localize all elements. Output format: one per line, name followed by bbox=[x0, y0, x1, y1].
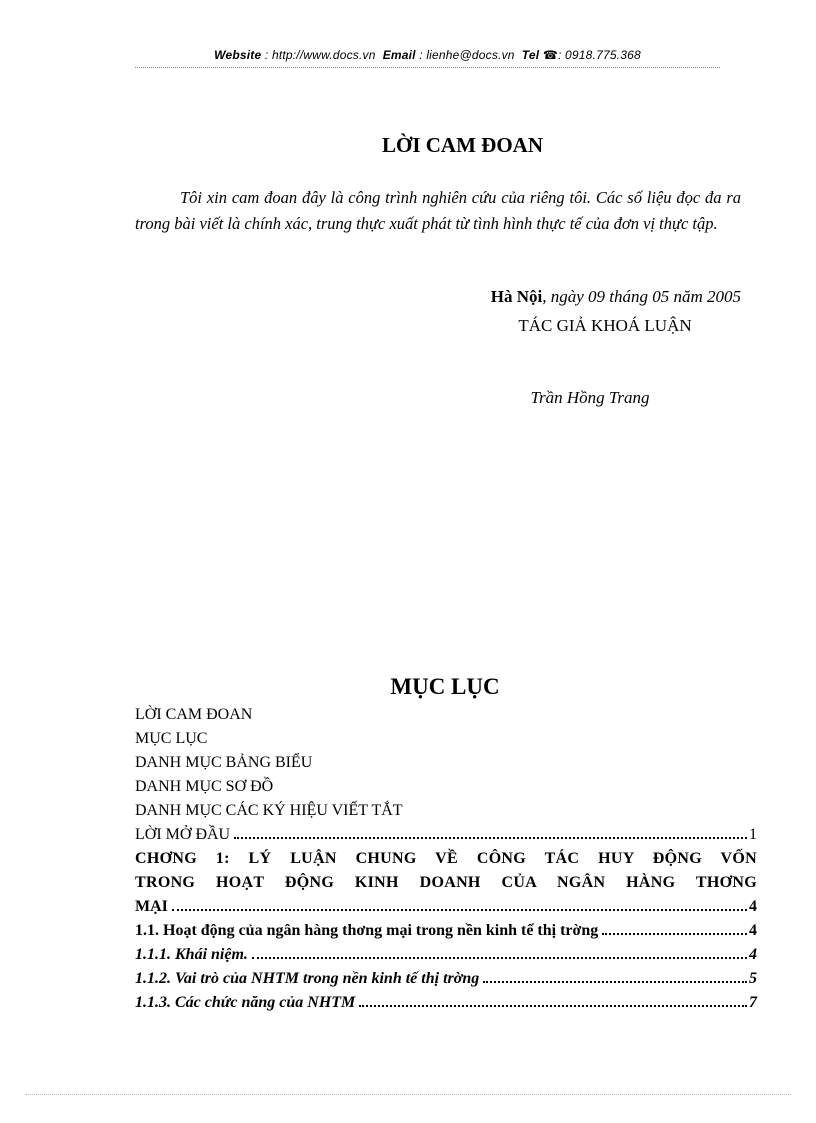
phone-icon: ☎ bbox=[542, 48, 558, 62]
table-of-contents bbox=[135, 703, 757, 1015]
chapter-line-1: CHƠNG 1: LÝ LUẬN CHUNG VỀ CÔNG TÁC HUY ĐỘNG VỐN bbox=[135, 850, 757, 867]
toc-entry-label: LỜI MỞ ĐẦU bbox=[135, 826, 231, 843]
leader-dots bbox=[602, 932, 747, 935]
commitment-title: LỜI CAM ĐOAN bbox=[382, 133, 543, 157]
toc-item: DANH MỤC SƠ ĐỒ bbox=[135, 778, 274, 795]
chapter-heading-line bbox=[135, 871, 757, 895]
leader-dots bbox=[483, 980, 747, 983]
place: Hà Nội bbox=[490, 287, 543, 306]
commitment-body: Tôi xin cam đoan đây là công trình nghiên cứu của riêng tôi. Các số liệu đọc đa ra trong bài viết là chính xác, trung thực xuất phát từ tình hình thực tế của đơn vị thực tập. bbox=[135, 188, 741, 233]
toc-entry-label: 1.1.2. Vai trò của NHTM trong nền kinh tế thị trờng bbox=[135, 970, 480, 987]
toc-item: DANH MỤC CÁC KÝ HIỆU VIẾT TẮT bbox=[135, 802, 403, 819]
tel-label: Tel bbox=[521, 48, 540, 62]
email-label: Email bbox=[382, 48, 416, 62]
toc-entry-page: 5 bbox=[749, 970, 757, 987]
toc-entry-section bbox=[135, 967, 757, 991]
leader-dots bbox=[252, 956, 747, 959]
tel-value: : 0918.775.368 bbox=[557, 48, 641, 62]
website-value: : http://www.docs.vn bbox=[264, 48, 376, 62]
toc-entry-page: 4 bbox=[749, 922, 757, 939]
toc-entry-label: 1.1.3. Các chức năng của NHTM bbox=[135, 994, 356, 1011]
toc-entry-page: 4 bbox=[749, 946, 757, 963]
chapter-line-2: TRONG HOẠT ĐỘNG KINH DOANH CỦA NGÂN HÀNG THƠNG bbox=[135, 874, 757, 891]
toc-entry-label: 1.1. Hoạt động của ngân hàng thơng mại trong nền kinh tế thị trờng bbox=[135, 922, 599, 939]
toc-entry-label: MẠI bbox=[135, 898, 168, 915]
toc-item: LỜI CAM ĐOAN bbox=[135, 706, 253, 723]
toc-entry-page: 7 bbox=[749, 994, 757, 1011]
toc-item: MỤC LỤC bbox=[135, 730, 208, 747]
toc-entry-page: 1 bbox=[749, 826, 757, 843]
toc-entry-section bbox=[135, 919, 757, 943]
toc-entry-intro bbox=[135, 823, 757, 847]
page-header bbox=[135, 48, 720, 62]
toc-entry-chapter-1 bbox=[135, 895, 757, 919]
header-divider bbox=[135, 67, 720, 68]
toc-entry-section bbox=[135, 991, 757, 1015]
toc-entry-section bbox=[135, 943, 757, 967]
leader-dots bbox=[234, 836, 747, 839]
toc-item: DANH MỤC BẢNG BIỂU bbox=[135, 754, 313, 771]
author-title: TÁC GIẢ KHOÁ LUẬN bbox=[518, 316, 692, 335]
website-label: Website bbox=[214, 48, 262, 62]
toc-entry-page: 4 bbox=[749, 898, 757, 915]
toc-entry-label: 1.1.1. Khái niệm. bbox=[135, 946, 248, 963]
footer-divider bbox=[25, 1094, 791, 1095]
toc-title: MỤC LỤC bbox=[390, 674, 500, 699]
leader-dots bbox=[172, 908, 747, 911]
place-date bbox=[300, 287, 741, 307]
email-value: : lienhe@docs.vn bbox=[419, 48, 515, 62]
date: , ngày 09 tháng 05 năm 2005 bbox=[542, 287, 741, 306]
author-name: Trần Hồng Trang bbox=[530, 388, 650, 407]
chapter-heading-line bbox=[135, 847, 757, 871]
leader-dots bbox=[359, 1004, 747, 1007]
